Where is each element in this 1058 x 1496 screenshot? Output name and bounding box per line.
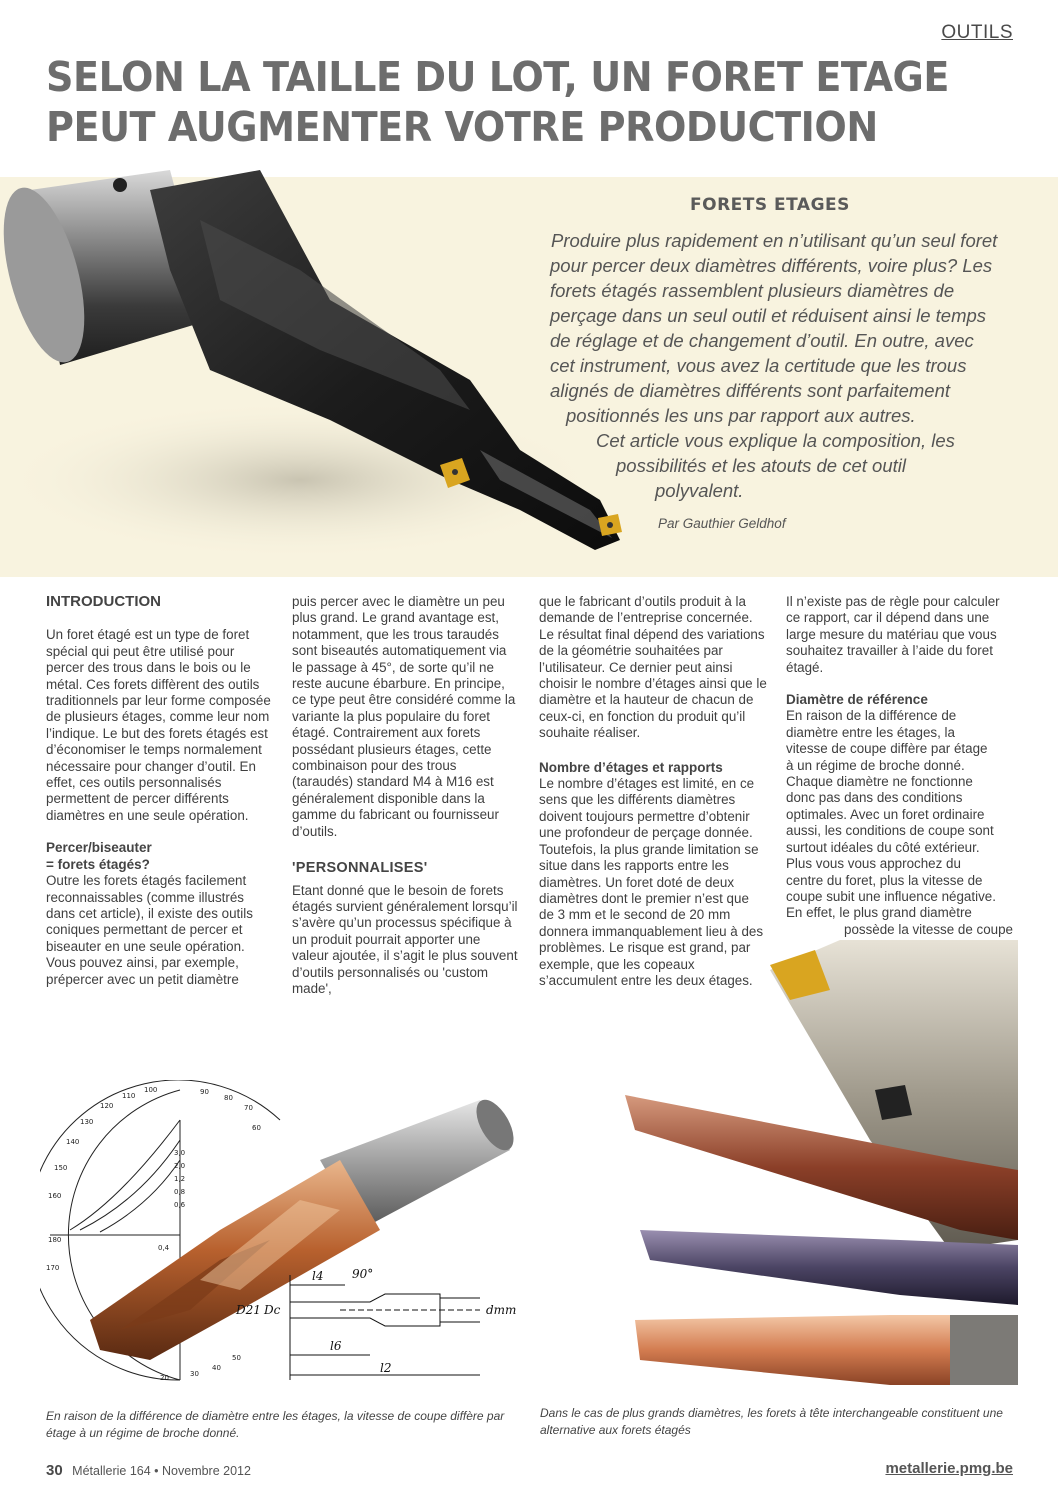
- lead-line: pour percer deux diamètres différents, voire plus? Les: [550, 255, 993, 276]
- text-line: centre du foret, plus la vitesse de: [786, 872, 983, 888]
- article-column-2: [292, 594, 520, 997]
- lead-line: Produire plus rapidement en n’utilisant qu’un seul foret: [551, 230, 998, 251]
- issue-info: Métallerie 164 • Novembre 2012: [72, 1464, 251, 1478]
- scale-value: 0,6: [174, 1201, 186, 1209]
- page-number: 30: [46, 1462, 63, 1479]
- tick-label: 140: [66, 1138, 80, 1146]
- title-line-2: PEUT AUGMENTER VOTRE PRODUCTION: [46, 103, 878, 151]
- tick-label: 90: [200, 1088, 209, 1096]
- lead-line: alignés de diamètres différents sont parfaitement: [550, 380, 951, 401]
- byline: Par Gauthier Geldhof: [658, 516, 786, 531]
- sidebar-title: FORETS ETAGES: [690, 195, 850, 215]
- tick-label: 180: [48, 1236, 62, 1244]
- title-line-1: SELON LA TAILLE DU LOT, UN FORET ETAGE: [46, 53, 949, 101]
- lead-line: polyvalent.: [655, 480, 744, 501]
- tick-label: 30: [190, 1370, 199, 1378]
- label-l2: l2: [380, 1361, 392, 1375]
- text-line: à un régime de broche donné.: [786, 757, 965, 773]
- text-line: donc pas dans des conditions: [786, 790, 963, 806]
- tick-label: 50: [232, 1354, 241, 1362]
- section-heading: 'PERSONNALISES': [292, 860, 428, 877]
- intro-text: Un foret étagé est un type de foret spécial qui peut être utilisé pour percer des trous dans le bois ou le métal. Ces forets diffèrent des outils traditionnels par leur forme composée de plusieurs étages, comme leur nom l’indique. Le but des forets étagés est d’économiser le temps normalement nécessaire pour changer d’outil. En effet, ces outils personnalisés permettent de percer différents diamètres en une seule opération.: [46, 627, 271, 823]
- label-dm: dmm: [486, 1303, 517, 1317]
- text-line: surtout idéales du côté extérieur.: [786, 839, 980, 855]
- tick-label: 120: [100, 1102, 114, 1110]
- tick-label: 110: [122, 1092, 136, 1100]
- page-title: [46, 52, 967, 152]
- tick-label: 60: [252, 1124, 261, 1132]
- lead-line: Cet article vous explique la composition, les: [596, 430, 955, 451]
- tick-label: 150: [54, 1164, 68, 1172]
- heading-line: Percer/biseauter: [46, 840, 152, 856]
- tick-label: 40: [212, 1364, 221, 1372]
- text-line: optimales. Avec un foret ordinaire: [786, 806, 985, 822]
- tick-label: 170: [46, 1264, 60, 1272]
- body-text: Outre les forets étagés facilement reconnaissables (comme illustrés dans cet article), il existe des outils coniques permettant de percer et biseauter en une seule opération. Vous pouvez ainsi, par exemple, prépercer avec un petit diamètre: [46, 873, 253, 987]
- body-text: puis percer avec le diamètre un peu plus grand. Le grand avantage est, notamment, que les trous taraudés sont biseautés automatiquement via le passage à 45°, de sorte qu’il ne reste aucune ébarbure. En principe, ce type peut être considéré comme la variante la plus populaire du foret étagé. Contrairement aux forets possédant plusieurs étages, cette combinaison pour des trous (taraudés) standard M4 à M16 est généralement disponible dans la gamme du fabricant ou fournisseur d’outils.: [292, 594, 516, 839]
- article-column-1: [46, 594, 274, 988]
- text-line: coupe subit une influence négative.: [786, 888, 996, 904]
- label-angle: 90°: [352, 1267, 374, 1281]
- section-heading: Diamètre de référence: [786, 692, 928, 708]
- body-text: Il n’existe pas de règle pour calculer ce rapport, car il dépend dans une large mesure du matériau que vous souhaitez travailler à l’aide du foret étagé.: [786, 594, 1000, 675]
- caption-left: En raison de la différence de diamètre entre les étages, la vitesse de coupe diffère par étage à un régime de broche donné.: [46, 1409, 505, 1440]
- text-line: En raison de la différence de: [786, 708, 957, 724]
- label-dc: Dc: [264, 1303, 281, 1317]
- intro-heading: INTRODUCTION: [46, 593, 161, 610]
- article-column-3: [539, 594, 767, 989]
- section-heading: [46, 840, 274, 873]
- body-text: Etant donné que le besoin de forets étagés survient généralement lorsqu’il s’avère qu’un processus spécifique à un produit pourrait apporter une valeur ajoutée, il s’agit le plus souvent d’outils personnalisés ou 'custom made',: [292, 882, 518, 996]
- tick-label: 80: [224, 1094, 233, 1102]
- step-drill-diagram: [40, 1080, 520, 1405]
- scale-value: 3,0: [174, 1149, 186, 1157]
- scale-value: 0,4: [158, 1244, 170, 1252]
- tick-label: 20: [160, 1374, 169, 1382]
- tick-label: 130: [80, 1118, 94, 1126]
- lead-line: de réglage et de changement d’outil. En outre, avec: [550, 330, 974, 351]
- section-tag[interactable]: OUTILS: [941, 22, 1013, 43]
- body-text: que le fabricant d’outils produit à la demande de l’entreprise concernée. Le résultat final dépend des variations de la géométrie souhaitées par l’utilisateur. Ce dernier peut ainsi choisir le nombre d’étages ainsi que le diamètre et la hauteur de chacun de ceux-ci, en fonction du produit qu’il souhaite réaliser.: [539, 594, 767, 741]
- text-line: Chaque diamètre ne fonctionne: [786, 774, 973, 790]
- tick-label: 100: [144, 1086, 158, 1094]
- interchangeable-drills-image: [540, 940, 1018, 1390]
- scale-value: 1,2: [174, 1175, 186, 1183]
- text-line: vitesse de coupe diffère par étage: [786, 741, 988, 757]
- body-text: Le nombre d’étages est limité, en ce sens que les différents diamètres doivent toujours permettre d’obtenir une profondeur de perçage donnée. Toutefois, la plus grande limitation se situe dans les rapports entre les diamètres. Un foret doté de deux diamètres dont le premier n’est que de 3 mm et le second de 20 mm donnera immanquablement lieu à des problèmes. Le risque est grand, par exemple, que les copeaux s’accumulent entre les deux étages.: [539, 776, 764, 988]
- lead-line: forets étagés rassemblent plusieurs diamètres de: [550, 280, 955, 301]
- lead-line: positionnés les uns par rapport aux autres.: [566, 405, 916, 426]
- lead-line: cet instrument, vous avez la certitude que les trous: [550, 355, 967, 376]
- caption-right: Dans le cas de plus grands diamètres, les forets à tête interchangeable constituent une alternative aux forets étagés: [540, 1406, 1003, 1437]
- text-line: Plus vous vous approchez du: [786, 856, 961, 872]
- tick-label: 70: [244, 1104, 253, 1112]
- heading-line: = forets étagés?: [46, 856, 150, 872]
- scale-value: 0,8: [174, 1188, 186, 1196]
- text-line: diamètre entre les étages, la: [786, 724, 955, 740]
- scale-value: 2,0: [174, 1162, 186, 1170]
- lead-line: possibilités et les atouts de cet outil: [616, 455, 906, 476]
- text-line: possède la vitesse de coupe: [844, 921, 1013, 937]
- section-heading: Nombre d’étages et rapports: [539, 759, 723, 775]
- lead-line: perçage dans un seul outil et réduisent ainsi le temps: [550, 305, 987, 326]
- label-l4: l4: [312, 1269, 324, 1283]
- label-l6: l6: [330, 1339, 342, 1353]
- label-d21: D21: [236, 1303, 261, 1317]
- text-line: aussi, les conditions de coupe sont: [786, 823, 994, 839]
- footer-issue: [46, 1462, 251, 1479]
- tick-label: 160: [48, 1192, 62, 1200]
- text-line: En effet, le plus grand diamètre: [786, 905, 972, 921]
- footer-website-link[interactable]: metallerie.pmg.be: [885, 1460, 1013, 1477]
